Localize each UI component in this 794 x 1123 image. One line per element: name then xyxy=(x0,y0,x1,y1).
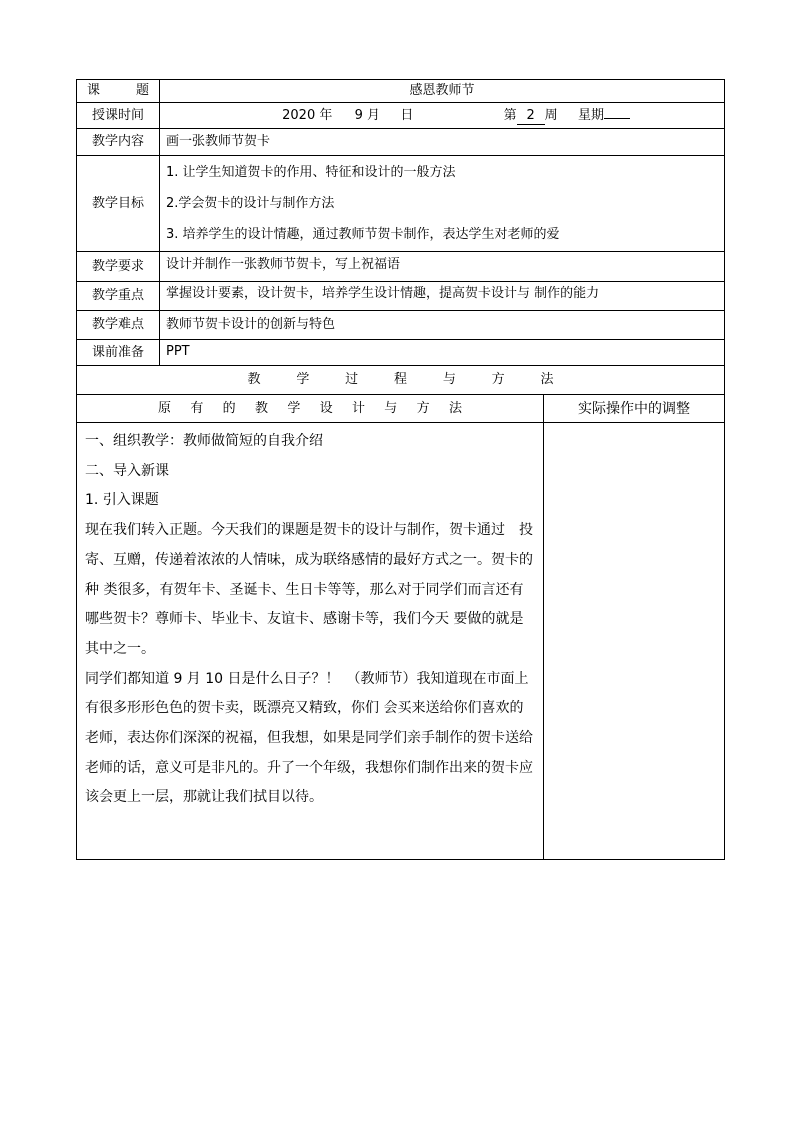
time-week-number: 2 xyxy=(517,108,545,125)
difficulties-label: 教学难点 xyxy=(77,311,160,340)
process-header-char: 方 xyxy=(491,372,505,387)
process-header xyxy=(77,366,725,395)
row-requirements xyxy=(77,252,725,282)
time-label: 授课时间 xyxy=(77,103,160,129)
time-value xyxy=(160,103,725,129)
row-goals xyxy=(77,156,725,252)
lesson-plan-table xyxy=(76,79,725,860)
preparation-label: 课前准备 xyxy=(77,340,160,366)
time-month: 9 月 xyxy=(354,107,381,123)
body-paragraph-4: 现在我们转入正题。今天我们的课题是贺卡的设计与制作，贺卡通过 投寄、互赠，传递着浓浓的人情味，成为联络感情的最好方式之一。贺卡的种 类很多，有贺年卡、圣诞卡、生日卡等等，那么对于同学们而言还有哪些贺卡？尊师卡、毕业卡、友谊卡、感谢卡等，我们今天 要做的就是其中之一。 xyxy=(85,522,533,657)
topic-label xyxy=(77,80,160,103)
column-original-char: 学 xyxy=(287,400,301,416)
column-header-adjust: 实际操作中的调整 xyxy=(544,395,725,423)
goal-item-3: 3. 培养学生的设计情趣，通过教师节贺卡制作，表达学生对老师的爱 xyxy=(166,227,560,242)
column-original-char: 的 xyxy=(222,400,236,416)
goal-item-2: 2.学会贺卡的设计与制作方法 xyxy=(166,196,335,211)
process-header-char: 学 xyxy=(296,372,310,387)
row-preparation xyxy=(77,340,725,366)
row-difficulties xyxy=(77,311,725,340)
time-week-suffix: 周 xyxy=(544,107,558,123)
process-header-char: 法 xyxy=(540,372,554,387)
difficulties-value: 教师节贺卡设计的创新与特色 xyxy=(160,311,725,340)
time-year: 2020 年 xyxy=(282,107,333,123)
body-paragraph-3: 1. 引入课题 xyxy=(85,492,159,509)
column-original-char: 原 xyxy=(158,400,172,416)
body-paragraph-5: 同学们都知道 9 月 10 日是什么日子？！ （教师节）我知道现在市面上有很多形形色色的贺卡卖，既漂亮又精致，你们 会买来送给你们喜欢的老师，表达你们深深的祝福，但我想，如果是同学们亲手制作的贺卡送给老师的话，意义可是非凡的。升了一个年级，我想你们制作出来的贺卡应该会更上一层，那就让我们拭目以待。 xyxy=(85,670,533,806)
column-header-original xyxy=(77,395,544,423)
time-weekday: 星期 xyxy=(577,107,604,123)
topic-label-char-2: 题 xyxy=(135,83,149,98)
column-original-char: 与 xyxy=(384,400,398,416)
column-original-char: 教 xyxy=(254,400,268,416)
body-paragraph-2: 二、导入新课 xyxy=(85,462,169,479)
row-keypoints xyxy=(77,282,725,311)
process-header-char: 过 xyxy=(345,372,359,387)
body-original-cell xyxy=(77,423,544,860)
goals-value xyxy=(160,156,725,252)
body-paragraph-1: 一、组织教学：教师做简短的自我介绍 xyxy=(85,433,323,449)
column-original-char: 方 xyxy=(416,400,430,416)
column-original-char: 法 xyxy=(448,400,462,416)
requirements-label: 教学要求 xyxy=(77,252,160,282)
time-week-prefix: 第 xyxy=(503,107,517,123)
body-adjust-cell xyxy=(544,423,725,860)
process-header-char: 教 xyxy=(247,372,261,387)
row-column-headers xyxy=(77,395,725,423)
column-original-char: 有 xyxy=(190,400,204,416)
row-topic xyxy=(77,80,725,103)
row-time xyxy=(77,103,725,129)
keypoints-value: 掌握设计要素，设计贺卡，培养学生设计情趣，提高贺卡设计与 制作的能力 xyxy=(160,282,725,311)
time-day: 日 xyxy=(400,107,414,123)
row-process-header xyxy=(77,366,725,395)
row-body xyxy=(77,423,725,860)
goals-label: 教学目标 xyxy=(77,156,160,252)
requirements-value: 设计并制作一张教师节贺卡，写上祝福语 xyxy=(160,252,725,282)
goal-item-1: 1. 让学生知道贺卡的作用、特征和设计的一般方法 xyxy=(166,165,456,180)
preparation-value: PPT xyxy=(160,340,725,366)
content-label: 教学内容 xyxy=(77,129,160,156)
content-value: 画一张教师节贺卡 xyxy=(160,129,725,156)
column-original-char: 设 xyxy=(319,400,333,416)
time-weekday-blank xyxy=(604,118,630,119)
keypoints-label: 教学重点 xyxy=(77,282,160,311)
process-header-char: 程 xyxy=(393,372,407,387)
topic-value: 感恩教师节 xyxy=(160,80,725,103)
process-header-char: 与 xyxy=(442,372,456,387)
topic-label-char-1: 课 xyxy=(87,83,101,98)
column-original-char: 计 xyxy=(351,400,365,416)
row-content xyxy=(77,129,725,156)
